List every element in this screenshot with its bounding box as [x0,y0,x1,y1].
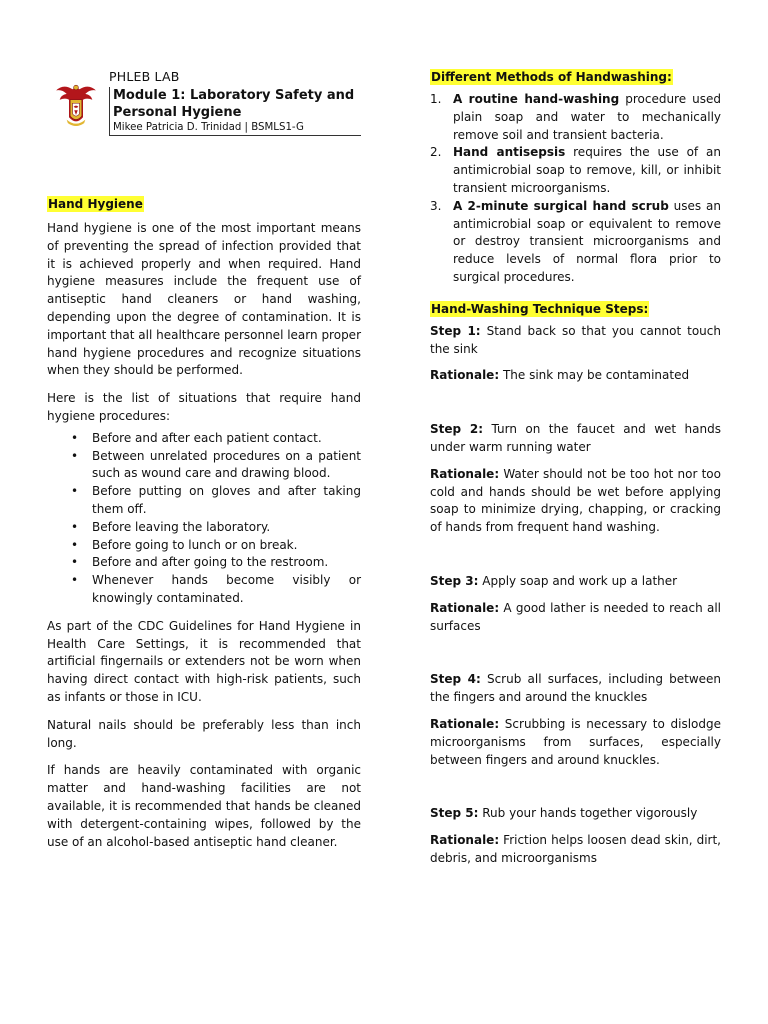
step-block [430,573,721,635]
list-item: • Before going to lunch or on break. [92,537,361,555]
step-text [430,805,721,823]
method-term: A routine hand-washing [453,92,620,106]
rationale-label: Rationale: [430,368,500,383]
list-number: 2. [430,145,442,160]
rationale-label: Rationale: [430,466,500,481]
method-text: procedure used plain soap and water to mechanically remove soil and transient bacteria. [453,92,721,142]
step-label: Step 1: [430,323,481,338]
step-description: Rub your hands together vigorously [478,806,698,821]
step-description: Stand back so that you cannot touch the sink [430,323,721,356]
method-text: requires the use of an antimicrobial soap to remove, kill, or inhibit transient microorganisms. [453,145,721,195]
method-term: Hand antisepsis [453,145,566,160]
step-block [430,323,721,385]
author-name: Mikee Patricia D. Trinidad [113,122,242,133]
cdc-paragraph: As part of the CDC Guidelines for Hand Hygiene in Health Care Settings, it is recommended that artificial fingernails or extenders not be worn when having direct contact with high-risk patients, such as infants or those in ICU. [47,618,361,704]
rationale-description: Water should not be too hot nor too cold and hands should be wet before applying soap to minimize drying, chapping, or cracking of hands from frequent hand washing. [430,466,721,535]
right-column [430,66,721,868]
list-item [430,144,721,197]
course-label: PHLEB LAB [109,69,180,84]
list-item: • Before putting on gloves and after taking them off. [92,483,361,519]
contaminated-paragraph: If hands are heavily contaminated with organic matter and hand-washing facilities are not available, it is recommended that hands be cleaned with detergent-containing wipes, followed by the use of an alcohol-based antiseptic hand cleaner. [47,763,361,849]
nails-paragraph: Natural nails should be preferably less than inch long. [47,717,361,750]
step-block [430,671,721,769]
rationale-description: A good lather is needed to reach all surfaces [430,600,721,633]
rationale-text [430,716,721,769]
left-column [47,66,361,851]
step-block [430,805,721,867]
rationale-label: Rationale: [430,716,500,731]
list-number: 3. [430,198,442,213]
method-text: uses an antimicrobial soap or equivalent to remove or destroy transient microorganisms and reduce levels of normal flora prior to surgical procedures. [453,198,721,284]
rationale-text [430,600,721,636]
rationale-text [430,466,721,537]
step-description: Apply soap and work up a lather [478,573,678,588]
list-item: • Between unrelated procedures on a patient such as wound care and drawing blood. [92,448,361,484]
document-header [47,66,361,144]
methods-list [430,91,721,287]
list-item: • Before and after going to the restroom. [92,554,361,572]
step-text [430,421,721,457]
list-item: • Before and after each patient contact. [92,430,361,448]
step-label: Step 2: [430,422,484,437]
step-label: Step 3: [430,573,479,588]
rationale-description: Friction helps loosen dead skin, dirt, debris, and microorganisms [430,833,721,865]
step-text [430,671,721,707]
module-box [109,87,361,136]
method-term: A 2-minute surgical hand scrub [453,198,669,213]
step-block [430,421,721,537]
rationale-description: The sink may be contaminated [499,368,690,383]
list-item [430,198,721,287]
step-description: Turn on the faucet and wet hands under warm running water [430,422,721,454]
hand-hygiene-heading: Hand Hygiene [48,197,143,211]
step-label: Step 4: [430,672,481,687]
rationale-label: Rationale: [430,833,500,848]
steps-heading: Hand-Washing Technique Steps: [431,301,649,316]
situations-list [47,430,361,608]
list-intro: Here is the list of situations that require hand hygiene procedures: [47,391,361,423]
list-number: 1. [430,92,442,106]
rationale-description: Scrubbing is necessary to dislodge microorganisms from surfaces, especially between fingers and around knuckles. [430,716,721,767]
step-text [430,323,721,359]
module-title: Module 1: Laboratory Safety and Personal Hygiene [113,88,355,120]
rationale-label: Rationale: [430,600,500,615]
list-item [430,91,721,144]
author-line: Mikee Patricia D. Trinidad | BSMLS1-G [113,122,304,133]
intro-paragraph: Hand hygiene is one of the most important means of preventing the spread of infection provided that it is achieved properly and when required. Hand hygiene measures include the frequent use of antiseptic hand cleaners or hand washing, depending upon the degree of contamination. It is important that all healthcare personnel learn proper hand hygiene procedures and recognize situations when they should be performed. [47,221,361,378]
step-description: Scrub all surfaces, including between the fingers and around the knuckles [430,672,722,705]
step-label: Step 5: [430,806,479,821]
methods-heading: Different Methods of Handwashing: [431,70,672,84]
list-item: • Before leaving the laboratory. [92,519,361,537]
rationale-text [430,367,721,385]
list-item: • Whenever hands become visibly or knowingly contaminated. [92,572,361,608]
author-section: BSMLS1-G [251,122,304,133]
step-text [430,573,721,591]
university-seal-icon [55,66,97,144]
rationale-text [430,832,721,868]
